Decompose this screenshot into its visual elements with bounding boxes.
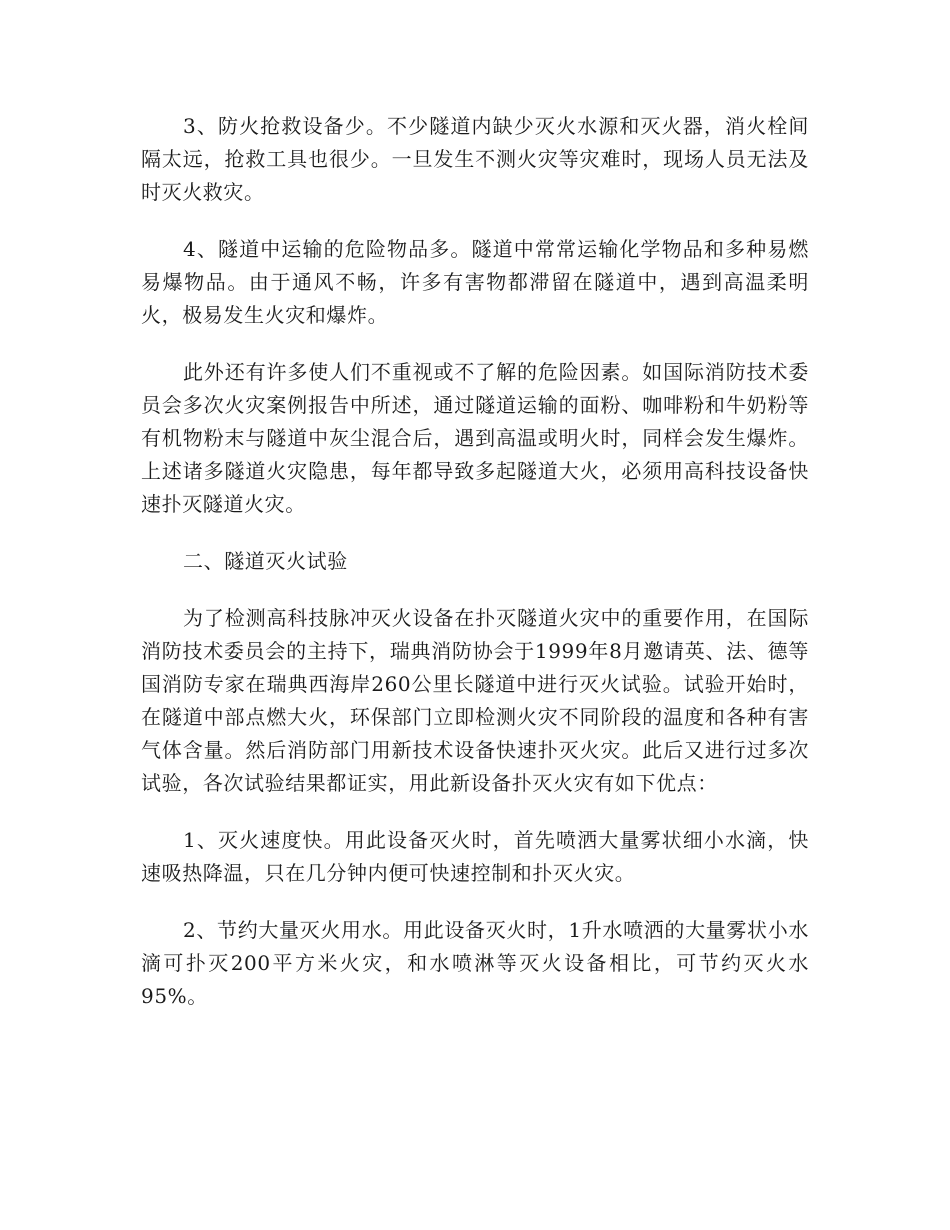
section-heading: 二、隧道灭火试验 (183, 549, 348, 573)
paragraph-hazardous-goods: 4、隧道中运输的危险物品多。隧道中常常运输化学物品和多种易燃易爆物品。由于通风不畅，许多有害物都滞留在隧道中，遇到高温柔明火，极易发生火灾和爆炸。 (141, 237, 809, 327)
paragraph-advantage-speed: 1、灭火速度快。用此设备灭火时，首先喷洒大量雾状细小水滴，快速吸热降温，只在几分钟内便可快速控制和扑灭火灾。 (141, 828, 809, 885)
paragraph-test-description: 为了检测高科技脉冲灭火设备在扑灭隧道火灾中的重要作用，在国际消防技术委员会的主持下，瑞典消防协会于1999年8月邀请英、法、德等国消防专家在瑞典西海岸260公里长隧道中进行灭火试验。试验开始时，在隧道中部点燃大火，环保部门立即检测火灾不同阶段的温度和各种有害气体含量。然后消防部门用新技术设备快速扑灭火灾。此后又进行过多次试验，各次试验结果都证实，用此新设备扑灭火灾有如下优点： (141, 606, 809, 795)
document-body (141, 110, 809, 1037)
paragraph-fire-equipment: 3、防火抢救设备少。不少隧道内缺少灭火水源和灭火器，消火栓间隔太远，抢救工具也很少。一旦发生不测火灾等灾难时，现场人员无法及时灭火救灾。 (141, 114, 809, 204)
paragraph-advantage-water: 2、节约大量灭火用水。用此设备灭火时，1升水喷洒的大量雾状小水滴可扑灭200平方米火灾，和水喷淋等灭火设备相比，可节约灭火水95%。 (141, 918, 809, 1008)
paragraph-other-risks: 此外还有许多使人们不重视或不了解的危险因素。如国际消防技术委员会多次火灾案例报告中所述，通过隧道运输的面粉、咖啡粉和牛奶粉等有机物粉末与隧道中灰尘混合后，遇到高温或明火时，同样会发生爆炸。上述诸多隧道火灾隐患，每年都导致多起隧道大火，必须用高科技设备快速扑灭隧道火灾。 (141, 360, 809, 516)
